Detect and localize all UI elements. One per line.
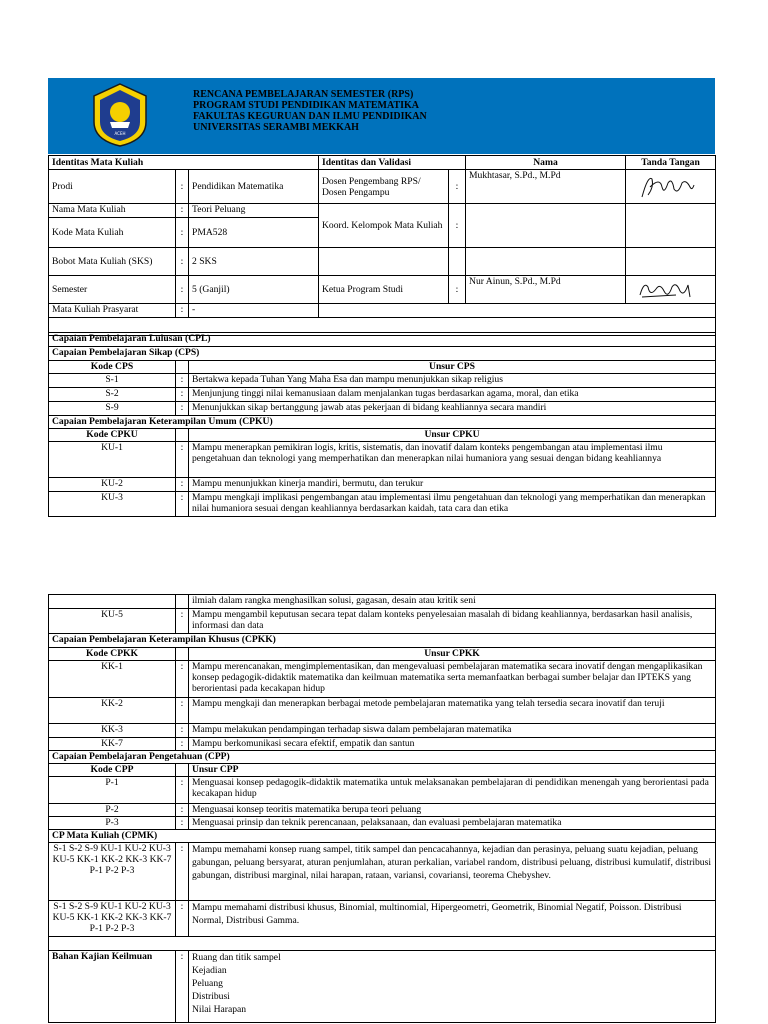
bobot-label: Bobot Mata Kuliah (SKS) — [49, 248, 176, 276]
cpmk-text: Mampu memahami distribusi khusus, Binomial, multinomial, Hipergeometri, Geometrik, Binomial Negatif, Poisson. Distribusi Normal, Distribusi Gamma. — [189, 901, 716, 937]
university-logo — [88, 82, 152, 148]
cpkk-kode: KK-2 — [49, 698, 176, 724]
cpku-text: Mampu mengambil keputusan secara tepat dalam konteks penyelesaian masalah di bidang keahliannya, berdasarkan hasil analisis, informasi dan data — [189, 609, 716, 634]
list-item: Distribusi — [192, 991, 230, 1002]
cpku-continuation: ilmiah dalam rangka menghasilkan solusi, gagasan, desain atau kritik seni — [189, 595, 716, 609]
semester-value: 5 (Ganjil) — [189, 276, 319, 304]
cps-title: Capaian Pembelajaran Sikap (CPS) — [49, 347, 716, 361]
cpl-title: Capaian Pembelajaran Lulusan (CPL) — [49, 333, 716, 347]
rps-table-page2: ilmiah dalam rangka menghasilkan solusi, gagasan, desain atau kritik seni KU-5 : Mampu mengambil keputusan secara tepat dalam konteks penyelesaian masalah di bidang keahliannya, berdasarkan hasil analisis, informasi dan data Capaian Pembelajaran Keterampilan Khusus (CPKK) Kode CPKK Unsur CPKK KK-1 : Mampu merencanakan, mengimplementasikan, dan mengevaluasi pembelajaran matematika secara inovatif dengan mengaplikasikan konsep pedagogik-didaktik matematika dan keilmuan matematika serta memanfaatkan berbagai sumber belajar dan IPTEKS yang berorientasi pada kecakapan hidup KK-2 : Mampu mengkaji dan menerapkan berbagai metode pembelajaran matematika yang telah tersedia secara inovatif dan teruji KK-3 : Mampu melakukan pendampingan terhadap siswa dalam pembelajaran matematika KK-7 : Mampu berkomunikasi secara efektif, empatik dan santun Capaian Pembelajaran Pengetahuan (CPP) Kode CPP Unsur CPP P-1 : Menguasai konsep pedagogik-didaktik matematika untuk melaksanakan pembelajaran di pendidikan menengah yang berorientasi pada kecakapan hidup P-2 : Menguasai konsep teoritis matematika berupa teori peluang P-3 : Menguasai prinsip dan teknik perencanaan, pelaksanaan, dan evaluasi pembelajaran matematika CP Mata Kuliah (CPMK) S-1 S-2 S-9 KU-1 KU-2 KU-3 KU-5 KK-1 KK-2 KK-3 KK-7 P-1 P-2 P-3 : Mampu memahami konsep ruang sampel, titik sampel dan pencacahannya, kejadian dan perasinya, peluang suatu kejadian, peluang gabungan, peluang bersyarat, aturan penjumlahan, aturan perkalian, variabel random, distribusi peluang, distribusi kumulatif, distribusi gabungan, distribusi marginal, nilai harapan, rataan, variansi, covariansi, teorema Chebyshev. S-1 S-2 S-9 KU-1 KU-2 KU-3 KU-5 KK-1 KK-2 KK-3 KK-7 P-1 P-2 P-3 : Mampu memahami distribusi khusus, Binomial, multinomial, Hipergeometri, Geometrik, Binomial Negatif, Poisson. Distribusi Normal, Distribusi Gamma. Bahan Kajian Keilmuan : Ruang dan titik sampel Kejadian Peluang Distribusi Nilai Harapan — [48, 594, 716, 1023]
kaprodi-signature — [626, 276, 716, 304]
list-item: Nilai Harapan — [192, 1004, 247, 1015]
col-validasi-header: Identitas dan Validasi — [319, 156, 466, 170]
cpku-title: Capaian Pembelajaran Keterampilan Umum (CPKU) — [49, 416, 716, 429]
semester-label: Semester — [49, 276, 176, 304]
koord-label: Koord. Kelompok Mata Kuliah — [319, 204, 449, 248]
cpkk-text: Mampu mengkaji dan menerapkan berbagai metode pembelajaran matematika yang telah tersedia secara inovatif dan teruji — [189, 698, 716, 724]
prasyarat-label: Mata Kuliah Prasyarat — [49, 304, 176, 318]
bobot-value: 2 SKS — [189, 248, 319, 276]
cpku-kode: KU-2 — [49, 478, 176, 492]
bahan-list — [189, 951, 716, 1023]
signature-icon — [636, 277, 696, 303]
cps-unsur-header: Unsur CPS — [189, 361, 716, 374]
dosen-label: Dosen Pengembang RPS/ Dosen Pengampu — [319, 170, 449, 204]
cpmk-kode: S-1 S-2 S-9 KU-1 KU-2 KU-3 KU-5 KK-1 KK-2 KK-3 KK-7 P-1 P-2 P-3 — [49, 901, 176, 937]
cps-kode: S-2 — [49, 388, 176, 402]
cpkk-kode-header: Kode CPKK — [49, 648, 176, 661]
svg-text:ACEH: ACEH — [114, 131, 126, 136]
cpp-title: Capaian Pembelajaran Pengetahuan (CPP) — [49, 751, 716, 764]
cpp-kode: P-1 — [49, 777, 176, 804]
cps-kode-header: Kode CPS — [49, 361, 176, 374]
kode-value: PMA528 — [189, 218, 319, 248]
cpp-kode: P-3 — [49, 817, 176, 830]
cpmk-title: CP Mata Kuliah (CPMK) — [49, 830, 716, 843]
dosen-name: Mukhtasar, S.Pd., M.Pd — [466, 170, 626, 204]
cpp-text: Menguasai prinsip dan teknik perencanaan, pelaksanaan, dan evaluasi pembelajaran matematika — [189, 817, 716, 830]
kaprodi-label: Ketua Program Studi — [319, 276, 449, 304]
cpp-kode: P-2 — [49, 804, 176, 817]
cpku-text: Mampu mengkaji implikasi pengembangan atau implementasi ilmu pengetahuan dan teknologi yang memperhatikan dan menerapkan nilai humaniora sesuai dengan keahliannya berdasarkan kaidah, tata cara dan etika — [189, 492, 716, 517]
nama-mk-label: Nama Mata Kuliah — [49, 204, 176, 218]
cps-text: Menjunjung tinggi nilai kemanusiaan dalam menjalankan tugas berdasarkan agama, moral, dan etika — [189, 388, 716, 402]
cpku-text: Mampu menunjukkan kinerja mandiri, bermutu, dan terukur — [189, 478, 716, 492]
cpp-text: Menguasai konsep teoritis matematika berupa teori peluang — [189, 804, 716, 817]
cpp-kode-header: Kode CPP — [49, 764, 176, 777]
cpku-text: Mampu menerapkan pemikiran logis, kritis, sistematis, dan inovatif dalam konteks pengembangan atau implementasi ilmu pengetahuan dan teknologi yang memperhatikan dan menerapkan nilai humaniora yang sesuai dengan bidang keahliannya — [189, 442, 716, 478]
cpp-text: Menguasai konsep pedagogik-didaktik matematika untuk melaksanakan pembelajaran di pendidikan menengah yang berorientasi pada kecakapan hidup — [189, 777, 716, 804]
cps-text: Bertakwa kepada Tuhan Yang Maha Esa dan mampu menunjukkan sikap religius — [189, 374, 716, 388]
cps-text: Menunjukkan sikap bertanggung jawab atas pekerjaan di bidang keahliannya secara mandiri — [189, 402, 716, 416]
kode-label: Kode Mata Kuliah — [49, 218, 176, 248]
bahan-label: Bahan Kajian Keilmuan — [49, 951, 176, 1023]
cpku-kode: KU-3 — [49, 492, 176, 517]
cpku-kode-header: Kode CPKU — [49, 429, 176, 442]
cpp-unsur-header: Unsur CPP — [189, 764, 716, 777]
cpku-kode: KU-5 — [49, 609, 176, 634]
list-item: Kejadian — [192, 965, 227, 976]
prodi-label: Prodi — [49, 170, 176, 204]
col-nama-header: Nama — [466, 156, 626, 170]
nama-mk-value: Teori Peluang — [189, 204, 319, 218]
dosen-signature — [626, 170, 716, 204]
cpkk-title: Capaian Pembelajaran Keterampilan Khusus (CPKK) — [49, 634, 716, 648]
prasyarat-value: - — [189, 304, 319, 318]
cpkk-kode: KK-7 — [49, 738, 176, 751]
cps-kode: S-9 — [49, 402, 176, 416]
header-title: RENCANA PEMBELAJARAN SEMESTER (RPS) PROGRAM STUDI PENDIDIKAN MATEMATIKA FAKULTAS KEGURUAN DAN ILMU PENDIDIKAN UNIVERSITAS SERAMBI MEKKAH — [193, 89, 427, 133]
cpmk-kode: S-1 S-2 S-9 KU-1 KU-2 KU-3 KU-5 KK-1 KK-2 KK-3 KK-7 P-1 P-2 P-3 — [49, 843, 176, 901]
document-header — [48, 78, 715, 154]
cps-kode: S-1 — [49, 374, 176, 388]
cpkk-text: Mampu melakukan pendampingan terhadap siswa dalam pembelajaran matematika — [189, 724, 716, 738]
cpkk-kode: KK-3 — [49, 724, 176, 738]
cpku-unsur-header: Unsur CPKU — [189, 429, 716, 442]
cpkk-text: Mampu berkomunikasi secara efektif, empatik dan santun — [189, 738, 716, 751]
prodi-value: Pendidikan Matematika — [189, 170, 319, 204]
signature-icon — [638, 173, 698, 201]
cpkk-kode: KK-1 — [49, 661, 176, 698]
cpmk-text: Mampu memahami konsep ruang sampel, titik sampel dan pencacahannya, kejadian dan perasinya, peluang suatu kejadian, peluang gabungan, peluang bersyarat, aturan penjumlahan, aturan perkalian, variabel random, distribusi peluang, distribusi kumulatif, distribusi gabungan, distribusi marginal, nilai harapan, rataan, variansi, covariansi, teorema Chebyshev. — [189, 843, 716, 901]
cpkk-text: Mampu merencanakan, mengimplementasikan, dan mengevaluasi pembelajaran matematika secara inovatif dengan mengaplikasikan konsep pedagogik-didaktik matematika dan keilmuan matematika serta memanfaatkan berbagai sumber belajar dan IPTEKS yang berorientasi pada kecakapan hidup — [189, 661, 716, 698]
list-item: Ruang dan titik sampel — [192, 952, 281, 963]
col-identitas-header: Identitas Mata Kuliah — [49, 156, 319, 170]
cpl-table-page1: Capaian Pembelajaran Lulusan (CPL) Capaian Pembelajaran Sikap (CPS) Kode CPS Unsur CPS S-1 : Bertakwa kepada Tuhan Yang Maha Esa dan mampu menunjukkan sikap religius S-2 : Menjunjung tinggi nilai kemanusiaan dalam menjalankan tugas berdasarkan agama, moral, dan etika S-9 : Menunjukkan sikap bertanggung jawab atas pekerjaan di bidang keahliannya secara mandiri Capaian Pembelajaran Keterampilan Umum (CPKU) Kode CPKU Unsur CPKU KU-1 : Mampu menerapkan pemikiran logis, kritis, sistematis, dan inovatif dalam konteks pengembangan atau implementasi ilmu pengetahuan dan teknologi yang memperhatikan dan menerapkan nilai humaniora yang sesuai dengan bidang keahliannya KU-2 : Mampu menunjukkan kinerja mandiri, bermutu, dan terukur KU-3 : Mampu mengkaji implikasi pengembangan atau implementasi ilmu pengetahuan dan teknologi yang memperhatikan dan menerapkan nilai humaniora sesuai dengan keahliannya berdasarkan kaidah, tata cara dan etika — [48, 332, 716, 517]
col-ttd-header: Tanda Tangan — [626, 156, 716, 170]
cpkk-unsur-header: Unsur CPKK — [189, 648, 716, 661]
kaprodi-name: Nur Ainun, S.Pd., M.Pd — [466, 276, 626, 304]
list-item: Peluang — [192, 978, 223, 989]
cpku-kode: KU-1 — [49, 442, 176, 478]
rps-table-page1: Identitas Mata Kuliah Identitas dan Validasi Nama Tanda Tangan Prodi : Pendidikan Matematika Dosen Pengembang RPS/ Dosen Pengampu : Mukhtasar, S.Pd., M.Pd Nama Mata Kuliah : Teori Peluang Koord. Kelompok Mata Kuliah : Kode Mata Kuliah : PMA528 Bobot Mata Kuliah (SKS) : 2 SKS Semester : 5 (Ganjil) Ketua Program Studi : Nur Ainun, S.Pd., M.Pd Mata Kuliah Prasyarat : - — [48, 155, 716, 336]
